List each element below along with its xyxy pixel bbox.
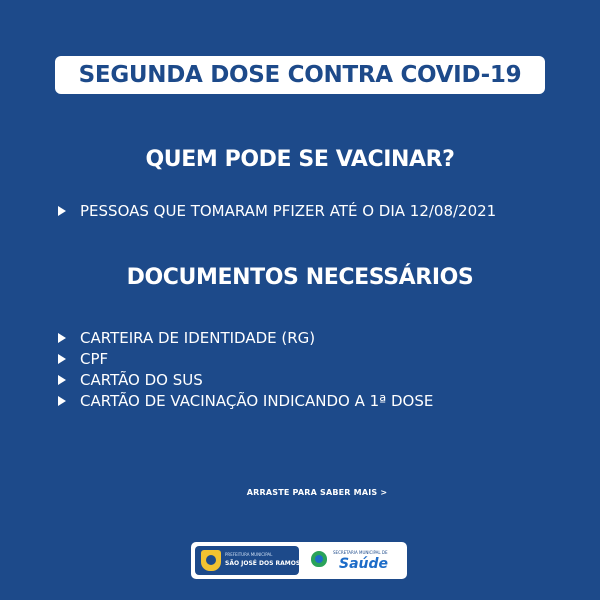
secretaria-name: Saúde [339,556,389,572]
title-banner [55,56,545,94]
triangle-right-icon [58,206,66,216]
list-item [58,327,433,348]
list-item [58,200,496,221]
list-item-text: CARTEIRA DE IDENTIDADE (RG) [80,328,316,347]
secretaria-logo [309,546,401,575]
list-item [58,369,433,390]
page-title: SEGUNDA DOSE CONTRA COVID-19 [78,62,522,88]
documents-list [58,327,433,411]
list-item [58,348,433,369]
list-item [58,390,433,411]
list-item-text: CPF [80,349,109,368]
documents-heading: DOCUMENTOS NECESSÁRIOS [126,265,474,290]
footer-logos [191,542,407,579]
triangle-right-icon [58,354,66,364]
prefeitura-label: PREFEITURA MUNICIPAL [225,552,273,557]
swipe-hint: ARRASTE PARA SABER MAIS > [246,488,388,497]
prefeitura-logo [195,546,299,575]
secretaria-label: SECRETARIA MUNICIPAL DE [333,550,388,555]
who-list [58,200,496,221]
triangle-right-icon [58,333,66,343]
list-item-text: CARTÃO DE VACINAÇÃO INDICANDO A 1ª DOSE [80,391,434,410]
triangle-right-icon [58,396,66,406]
crest-icon [201,550,221,571]
city-name: SÃO JOSÉ DOS RAMOS [225,560,301,567]
heart-icon [311,551,327,567]
list-item-text: CARTÃO DO SUS [80,370,203,389]
triangle-right-icon [58,375,66,385]
list-item-text: PESSOAS QUE TOMARAM PFIZER ATÉ O DIA 12/08/2021 [80,201,497,220]
who-heading: QUEM PODE SE VACINAR? [145,147,455,172]
